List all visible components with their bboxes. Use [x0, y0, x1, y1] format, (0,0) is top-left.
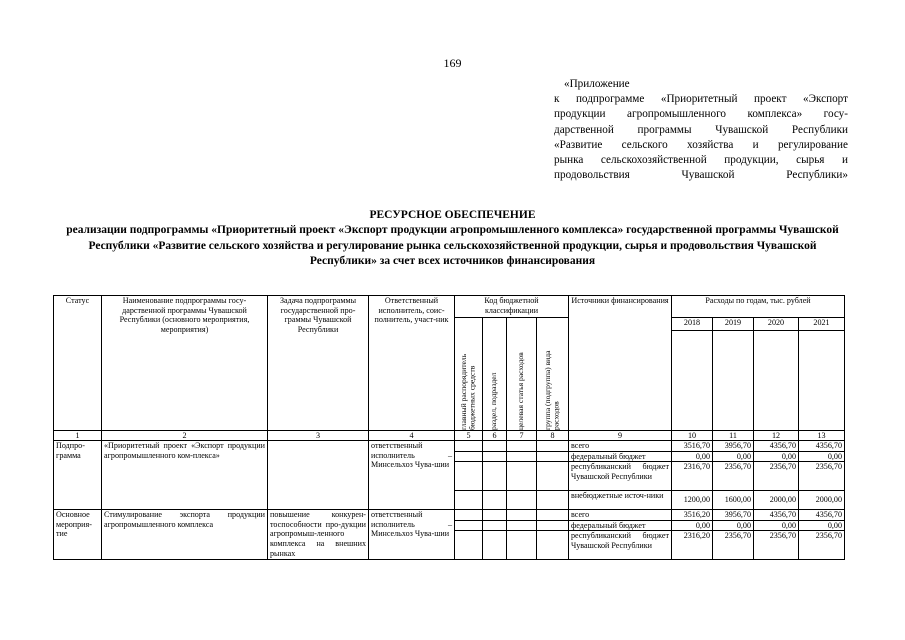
header-expenses: Расходы по годам, тыс. рублей — [672, 296, 845, 318]
header-sources: Источники финансирования — [569, 296, 672, 431]
value-cell: 3956,70 — [713, 441, 754, 452]
value-cell: 0,00 — [672, 451, 713, 462]
appendix-line: рынка сельскохозяйственной продукции, сырья и — [554, 154, 848, 167]
column-number: 6 — [483, 431, 507, 441]
header-budget-code: Код бюджетной классификации — [455, 296, 569, 318]
value-cell: 0,00 — [713, 520, 754, 531]
value-cell: 2000,00 — [799, 491, 845, 510]
document-subtitle: реализации подпрограммы «Приоритетный проект «Экспорт продукции агропромышленного комплекса» государственной программы Чувашской Республики «Развитие сельского хозяйства и регулирование рынка сельскохозяйственной продукции, сырья и продовольствия Чувашской Республики» за счет всех источников финансирования — [66, 224, 839, 267]
appendix-line: дарственной программы Чувашской Республики — [554, 123, 848, 136]
value-cell: 2356,70 — [754, 531, 799, 560]
value-cell: 1600,00 — [713, 491, 754, 510]
source-cell: всего — [569, 441, 672, 452]
value-cell: 2000,00 — [754, 491, 799, 510]
value-cell: 4356,70 — [799, 510, 845, 521]
column-number: 1 — [54, 431, 102, 441]
value-cell: 3516,20 — [672, 510, 713, 521]
task-cell — [268, 441, 369, 510]
status-cell: Подпро-грамма — [54, 441, 102, 510]
column-number: 5 — [455, 431, 483, 441]
value-cell: 0,00 — [754, 451, 799, 462]
value-cell: 0,00 — [799, 451, 845, 462]
status-cell: Основное мероприя-тие — [54, 510, 102, 560]
value-cell: 1200,00 — [672, 491, 713, 510]
value-cell: 2356,70 — [713, 531, 754, 560]
source-cell: внебюджетные источ-ники — [569, 491, 672, 510]
executor-cell: ответственный исполнитель – Минсельхоз Чува-шии — [369, 441, 455, 491]
header-year: 2019 — [713, 318, 754, 331]
column-number: 2 — [102, 431, 268, 441]
appendix-note — [554, 77, 848, 183]
appendix-line: «Развитие сельского хозяйства и регулирование — [554, 138, 848, 151]
column-number: 11 — [713, 431, 754, 441]
value-cell: 0,00 — [754, 520, 799, 531]
column-number: 3 — [268, 431, 369, 441]
value-cell: 0,00 — [672, 520, 713, 531]
table-row — [54, 510, 845, 521]
column-number: 10 — [672, 431, 713, 441]
value-cell: 2316,20 — [672, 531, 713, 560]
header-section: раздел, подраздел — [483, 318, 507, 431]
header-grbs: главный распорядитель бюджетных средств — [455, 318, 483, 431]
value-cell: 0,00 — [713, 451, 754, 462]
header-group: группа (подгруппа) вида расходов — [537, 318, 569, 431]
column-number: 4 — [369, 431, 455, 441]
value-cell: 3956,70 — [713, 510, 754, 521]
executor-cell: ответственный исполнитель – Минсельхоз Чува-шии — [369, 510, 455, 560]
value-cell: 2356,70 — [754, 462, 799, 491]
value-cell: 2356,70 — [713, 462, 754, 491]
header-year: 2020 — [754, 318, 799, 331]
value-cell: 4356,70 — [754, 510, 799, 521]
column-number: 12 — [754, 431, 799, 441]
header-year: 2021 — [799, 318, 845, 331]
task-cell: повышение конкурен-тоспособности про-дукции агропромыш-ленного комплекса на внешних рынках — [268, 510, 369, 560]
source-cell: федеральный бюджет — [569, 520, 672, 531]
table-row — [54, 441, 845, 452]
value-cell: 2316,70 — [672, 462, 713, 491]
appendix-line: «Приложение — [564, 78, 630, 90]
value-cell: 2356,70 — [799, 531, 845, 560]
value-cell: 2356,70 — [799, 462, 845, 491]
header-status: Статус — [54, 296, 102, 431]
source-cell: республиканский бюджет Чувашской Республики — [569, 531, 672, 560]
document-title: РЕСУРСНОЕ ОБЕСПЕЧЕНИЕ — [369, 209, 536, 221]
source-cell: республиканский бюджет Чувашской Республики — [569, 462, 672, 491]
resource-table — [53, 295, 845, 560]
appendix-line: продукции агропромышленного комплекса» госу- — [554, 108, 848, 121]
column-number: 8 — [537, 431, 569, 441]
value-cell: 0,00 — [799, 520, 845, 531]
column-number: 13 — [799, 431, 845, 441]
header-target: целевая статья расходов — [507, 318, 537, 431]
value-cell: 4356,70 — [799, 441, 845, 452]
name-cell: «Приоритетный проект «Экспорт продукции агропромышленного ком-плекса» — [102, 441, 268, 510]
source-cell: федеральный бюджет — [569, 451, 672, 462]
column-number: 9 — [569, 431, 672, 441]
source-cell: всего — [569, 510, 672, 521]
appendix-line: к подпрограмме «Приоритетный проект «Экспорт — [554, 93, 848, 106]
appendix-line: продовольствия Чувашской Республики» — [554, 169, 848, 182]
header-task: Задача подпрограммы государственной про-граммы Чувашской Республики — [268, 296, 369, 431]
name-cell: Стимулирование экспорта продукции агропромышленного комплекса — [102, 510, 268, 560]
value-cell: 3516,70 — [672, 441, 713, 452]
column-number: 7 — [507, 431, 537, 441]
header-year: 2018 — [672, 318, 713, 331]
page-number: 169 — [443, 56, 462, 70]
header-name: Наименование подпрограммы госу-дарственной программы Чувашской Республики (основного мероприятия, мероприятия) — [102, 296, 268, 431]
header-executor: Ответственный исполнитель, соис-полнитель, участ-ник — [369, 296, 455, 431]
value-cell: 4356,70 — [754, 441, 799, 452]
